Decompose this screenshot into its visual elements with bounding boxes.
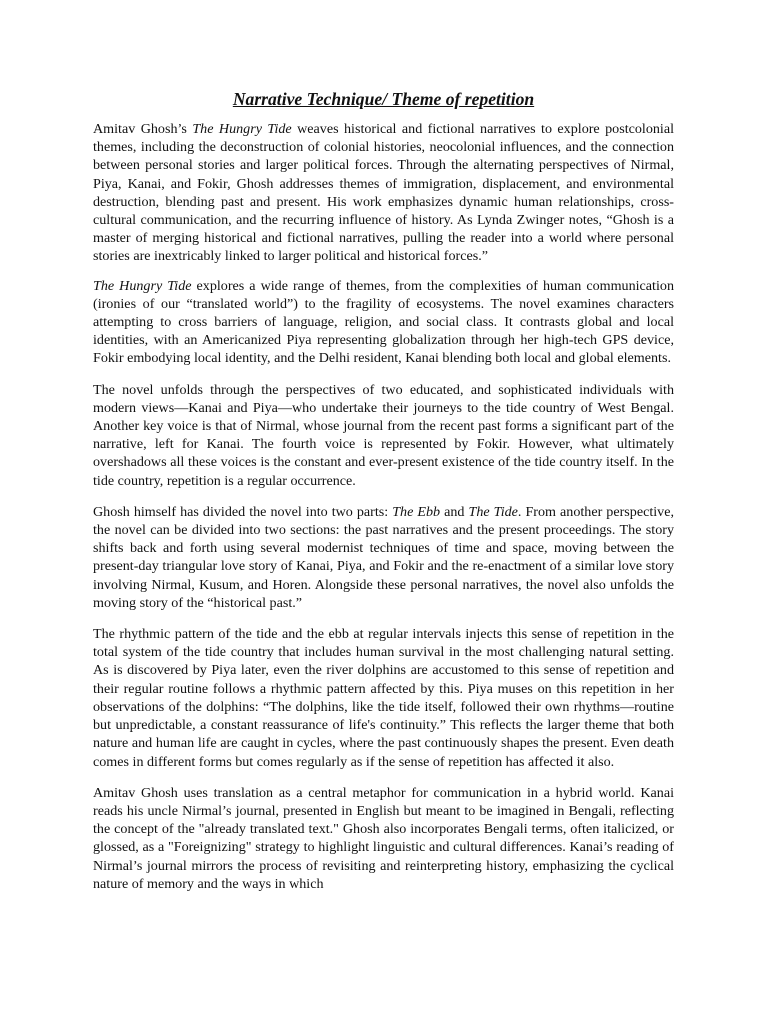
paragraph-1 xyxy=(93,120,674,266)
paragraph-2-body: explores a wide range of themes, from the complexities of human communication (ironies of our “translated world”) to the fragility of ecosystems. The novel examines characters attempting to cross barriers of language, religion, and social class. It contrasts global and local identities, with an Americanized Piya representing globalization through her high-tech GPS device, Fokir embodying local identity, and the Delhi resident, Kanai blending both local and global elements. xyxy=(93,277,674,367)
part-title-ebb: The Ebb xyxy=(392,503,441,520)
paragraph-1-body: weaves historical and fictional narratives to explore postcolonial themes, including the deconstruction of colonial histories, neocolonial influences, and the connection between personal stories and larger political forces. Through the alternating perspectives of Nirmal, Piya, Kanai, and Fokir, Ghosh addresses themes of immigration, displacement, and environmental destruction, blending past and present. His work emphasizes dynamic human relationships, cross-cultural communication, and the recurring influence of history. As Lynda Zwinger notes, “Ghosh is a master of merging historical and fictional narratives, pulling the reader into a world where personal stories are inextricably linked to larger political and historical forces.” xyxy=(93,121,675,265)
paragraph-4-body: . From another perspective, the novel can be divided into two sections: the past narratives and the present proceedings. The story shifts back and forth using several modernist techniques of time and space, moving between the present-day triangular love story of Kanai, Piya, and Fokir and the re-enactment of a similar love story involving Nirmal, Kusum, and Horen. Alongside these personal narratives, the novel also unfolds the moving story of the “historical past.” xyxy=(93,503,674,611)
part-title-tide: The Tide xyxy=(468,503,518,520)
paragraph-1-lead: Amitav Ghosh’s xyxy=(93,121,193,137)
book-title: The Hungry Tide xyxy=(192,121,292,137)
paragraph-4-lead: Ghosh himself has divided the novel into two parts: xyxy=(93,503,393,520)
paragraph-4-and: and xyxy=(440,503,469,520)
paragraph-4 xyxy=(93,503,674,612)
page-title: Narrative Technique/ Theme of repetition xyxy=(232,89,535,109)
paragraph-5: The rhythmic pattern of the tide and the ebb at regular intervals injects this sense of repetition in the total system of the tide country that includes human survival in the most challenging natural setting. As is discovered by Piya later, even the river dolphins are accustomed to this sense of repetition and their regular routine follows a rhythmic pattern affected by this. Piya muses on this repetition in her observations of the dolphins: “The dolphins, like the tide itself, followed their own rhythms—routine but unpredictable, a constant reassurance of life's continuity.” This reflects the larger theme that both nature and human life are caught in cycles, where the past continuously shapes the present. Even death comes in different forms but comes regularly as if the sense of repetition has affected it also. xyxy=(93,626,674,770)
paragraph-2 xyxy=(93,277,674,368)
book-title: The Hungry Tide xyxy=(93,277,192,294)
paragraph-3: The novel unfolds through the perspectives of two educated, and sophisticated individuals with modern views—Kanai and Piya—who undertake their journeys to the tide country of West Bengal. Another key voice is that of Nirmal, whose journal from the recent past forms a significant part of the narrative, left for Kanai. The fourth voice is represented by Fokir. However, what ultimately overshadows all these voices is the constant and ever-present existence of the tide country itself. In the tide country, repetition is a regular occurrence. xyxy=(93,381,674,489)
paragraph-6: Amitav Ghosh uses translation as a central metaphor for communication in a hybrid world. Kanai reads his uncle Nirmal’s journal, presented in English but meant to be imagined in Bengali, reflecting the concept of the "already translated text." Ghosh also incorporates Bengali terms, often italicized, or glossed, as a "Foreignizing" strategy to highlight linguistic and cultural differences. Kanai’s reading of Nirmal’s journal mirrors the process of revisiting and reinterpreting history, emphasizing the cyclical nature of memory and the ways in which xyxy=(93,784,674,892)
